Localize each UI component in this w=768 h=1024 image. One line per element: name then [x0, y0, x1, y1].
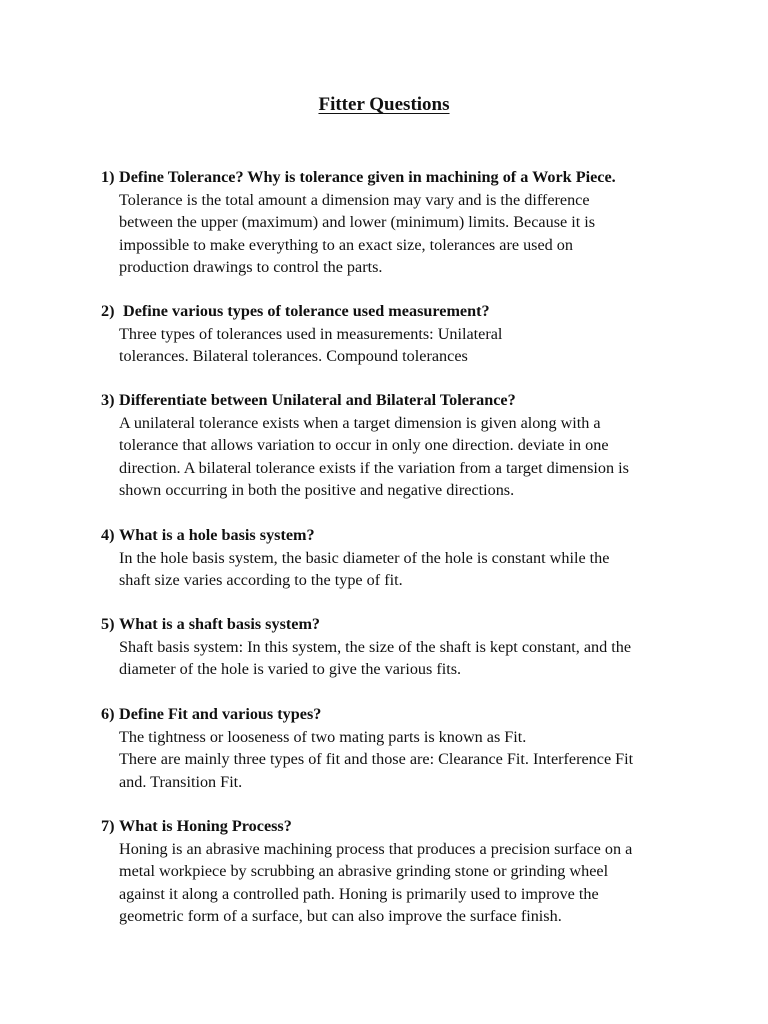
qa-item-5 — [101, 613, 691, 681]
answer-6 — [119, 726, 691, 794]
answer-line: and. Transition Fit. — [119, 772, 243, 791]
qa-item-6 — [101, 703, 691, 793]
answer-1 — [119, 189, 691, 279]
qa-item-3 — [101, 389, 691, 502]
question-number: 2) — [101, 302, 115, 320]
answer-3 — [119, 412, 691, 502]
question-number: 5) — [101, 615, 115, 633]
answer-line: Three types of tolerances used in measurements: Unilateral — [119, 324, 503, 343]
question-number: 3) — [101, 391, 115, 409]
question-6 — [101, 703, 691, 726]
question-4 — [101, 524, 691, 547]
qa-item-2 — [101, 300, 691, 368]
answer-line: tolerance that allows variation to occur in only one direction. deviate in one — [119, 436, 609, 455]
qa-item-4 — [101, 524, 691, 592]
answer-7 — [119, 838, 691, 928]
answer-line: The tightness or looseness of two mating parts is known as Fit. — [119, 727, 527, 746]
answer-line: direction. A bilateral tolerance exists if the variation from a target dimension is — [119, 458, 629, 477]
question-3 — [101, 389, 691, 412]
answer-line: shaft size varies according to the type of fit. — [119, 571, 403, 590]
answer-line: metal workpiece by scrubbing an abrasive grinding stone or grinding wheel — [119, 862, 609, 881]
question-1 — [101, 166, 691, 189]
answer-4 — [119, 547, 691, 592]
answer-line: diameter of the hole is varied to give the various fits. — [119, 660, 462, 679]
question-7 — [101, 815, 691, 838]
question-text: What is Honing Process? — [119, 817, 292, 835]
page-title-text: Fitter Questions — [318, 94, 450, 115]
qa-item-7 — [101, 815, 691, 928]
answer-line: against it along a controlled path. Honing is primarily used to improve the — [119, 884, 599, 903]
answer-line: geometric form of a surface, but can also improve the surface finish. — [119, 907, 562, 926]
question-text: What is a shaft basis system? — [119, 615, 321, 633]
question-2 — [101, 300, 691, 323]
question-number: 4) — [101, 526, 115, 544]
answer-line: tolerances. Bilateral tolerances. Compound tolerances — [119, 347, 468, 366]
answer-line: shown occurring in both the positive and negative directions. — [119, 481, 515, 500]
answer-line: Honing is an abrasive machining process that produces a precision surface on a — [119, 839, 633, 858]
qa-item-1 — [101, 166, 691, 279]
question-number: 7) — [101, 817, 115, 835]
answer-line: impossible to make everything to an exact size, tolerances are used on — [119, 235, 573, 254]
question-text: Define various types of tolerance used measurement? — [119, 302, 490, 320]
answer-line: A unilateral tolerance exists when a target dimension is given along with a — [119, 413, 601, 432]
question-text: Define Fit and various types? — [119, 705, 322, 723]
answer-line: production drawings to control the parts. — [119, 258, 383, 277]
answer-2 — [119, 323, 691, 368]
question-number: 1) — [101, 168, 115, 186]
page-title — [0, 93, 768, 117]
question-5 — [101, 613, 691, 636]
answer-line: between the upper (maximum) and lower (minimum) limits. Because it is — [119, 213, 596, 232]
answer-line: There are mainly three types of fit and those are: Clearance Fit. Interference Fit — [119, 750, 634, 769]
question-text: What is a hole basis system? — [119, 526, 315, 544]
question-text: Define Tolerance? Why is tolerance given in machining of a Work Piece. — [119, 168, 616, 186]
question-text: Differentiate between Unilateral and Bilateral Tolerance? — [119, 391, 516, 409]
answer-line: Tolerance is the total amount a dimension may vary and is the difference — [119, 190, 590, 209]
answer-line: Shaft basis system: In this system, the size of the shaft is kept constant, and the — [119, 637, 632, 656]
answer-5 — [119, 636, 691, 681]
question-number: 6) — [101, 705, 115, 723]
answer-line: In the hole basis system, the basic diameter of the hole is constant while the — [119, 548, 610, 567]
